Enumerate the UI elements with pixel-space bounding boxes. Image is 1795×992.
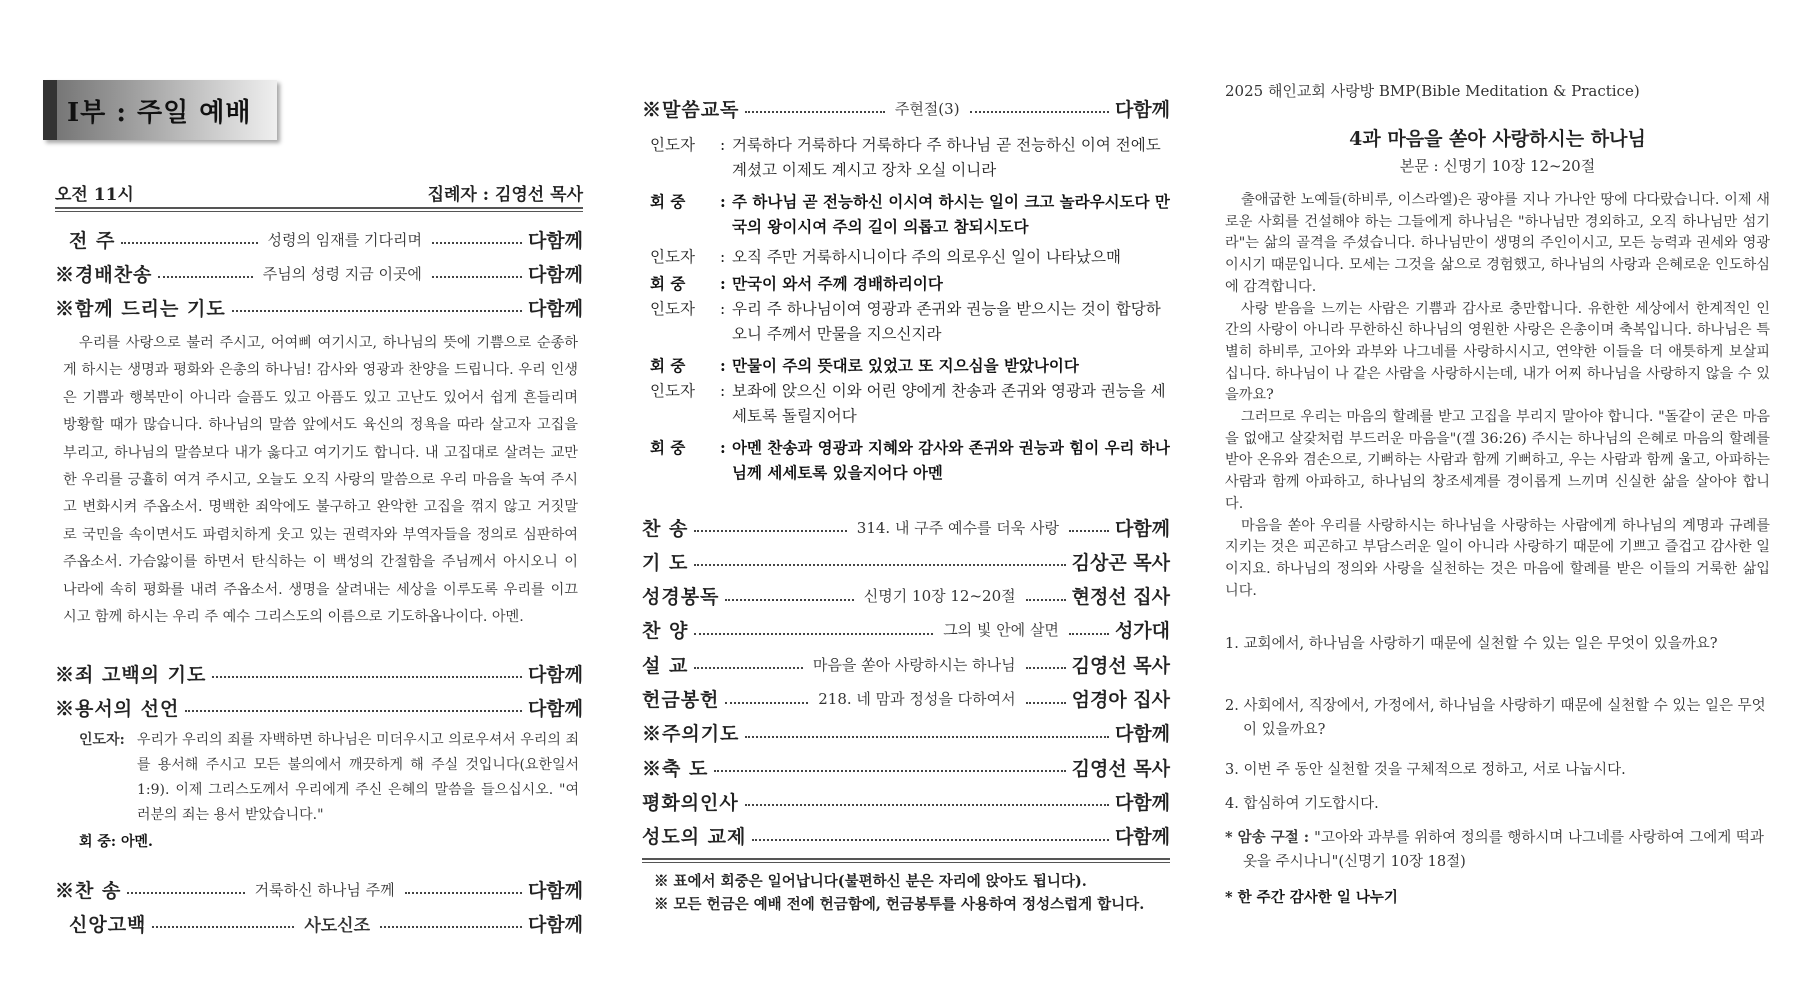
- responder-label: 인도자: [650, 382, 695, 400]
- order-row: [642, 786, 1170, 816]
- response-leader: [650, 379, 1170, 429]
- study-header: 2025 해인교회 사랑방 BMP(Bible Meditation & Practice): [1225, 82, 1640, 100]
- order-leader: 다함께: [1114, 826, 1170, 849]
- responder-label: 회 중: [650, 438, 686, 457]
- order-title: 성경봉독: [642, 586, 720, 609]
- order-row: [55, 692, 583, 722]
- separator: :: [720, 382, 726, 400]
- order-title: 헌금봉헌: [642, 689, 720, 711]
- order-detail: 성령의 임재를 기다리며: [267, 230, 422, 249]
- separator: :: [720, 248, 726, 266]
- order-row: [642, 684, 1170, 714]
- order-leader: 다함께: [527, 913, 583, 936]
- order-title: ※용서의 선언: [55, 697, 180, 720]
- order-leader: 다함께: [527, 663, 583, 686]
- order-title: ※주의기도: [642, 723, 740, 746]
- lesson-title: 4과 마음을 쏟아 사랑하시는 하나님: [1349, 128, 1646, 150]
- divider: [642, 858, 1170, 860]
- order-title: ※경배찬송: [55, 263, 153, 286]
- order-title: 설 교: [642, 654, 689, 677]
- order-leader: 다함께: [527, 263, 583, 286]
- declaration-leader: [79, 728, 579, 828]
- order-title: ※함께 드리는 기도: [55, 297, 226, 320]
- order-leader: 다함께: [527, 229, 583, 252]
- order-row: [642, 718, 1170, 748]
- divider: [642, 862, 1170, 863]
- separator: :: [720, 192, 726, 211]
- response-text: 만국이 와서 주께 경배하리이다: [732, 274, 943, 293]
- leader-text: 우리가 우리의 죄를 자백하면 하나님은 미더우시고 의로우셔서 우리의 죄를 용서해 주시고 모든 불의에서 깨끗하게 해 주실 것입니다(요한일서 1:9). 이제 그리스도께서 우리에게 주신 은혜의 말씀을 들으십시오. "여러분의 죄는 용서 받았습니다.": [137, 732, 579, 823]
- lesson-paragraph: 사랑 받음을 느끼는 사람은 기쁨과 감사로 충만합니다. 유한한 세상에서 한계적인 인간의 사랑이 아니라 무한하신 하나님의 영원한 사랑은 은총이며 축복입니다. 하나님은 특별히 하비루, 고아와 과부와 나그네를 사랑하시시고, 연약한 이들을 더 애틋하게 보살피십니다. 하나님이 나 같은 사람을 사랑하시는데, 내가 어찌 하나님을 사랑하지 않을 수 있을까요?: [1225, 300, 1770, 404]
- order-row: [55, 658, 583, 688]
- divider: [55, 207, 583, 209]
- order-row: [642, 512, 1170, 542]
- question-item: 4. 합심하여 기도합시다.: [1225, 796, 1379, 812]
- lesson-paragraph: 출애굽한 노예들(하비루, 이스라엘)은 광야를 지나 가나안 땅에 다다랐습니다. 이제 새로운 사회를 건설해야 하는 그들에게 하나님은 "하나님만 경외하고, 오직 하나님만 섬기라"는 삶의 골격을 주셨습니다. 하나님만이 생명의 주인이시고, 모든 능력과 권세와 영광이시기 때문입니다. 모세는 그것을 삶으로 경험했고, 하나님의 사랑과 은혜로운 인도하심에 감격합니다.: [1225, 192, 1770, 295]
- order-row: [642, 546, 1170, 576]
- order-leader: 김상곤 목사: [1071, 551, 1170, 574]
- order-detail: 거룩하신 하나님 주께: [254, 880, 395, 899]
- order-detail: 주현절(3): [894, 99, 960, 118]
- order-title: ※찬 송: [55, 879, 122, 902]
- response-people: [650, 189, 1170, 239]
- memory-verse: [1225, 826, 1770, 874]
- people-text: 아멘.: [120, 834, 153, 850]
- order-leader: 다함께: [527, 697, 583, 720]
- share-prompt: * 한 주간 감사한 일 나누기: [1225, 889, 1398, 906]
- question-item: 1. 교회에서, 하나님을 사랑하기 때문에 실천할 수 있는 일은 무엇이 있을까요?: [1225, 636, 1718, 652]
- lesson-scripture: 본문 : 신명기 10장 12~20절: [1399, 157, 1596, 175]
- response-text: 우리 주 하나님이여 영광과 존귀와 권능을 받으시는 것이 합당하오니 주께서 만물을 지으신지라: [732, 300, 1161, 343]
- order-leader: 다함께: [1114, 723, 1170, 746]
- order-leader: 성가대: [1114, 620, 1170, 643]
- people-label: 회 중:: [79, 834, 117, 850]
- order-row: [55, 874, 583, 904]
- order-title: 성도의 교제: [642, 826, 747, 849]
- order-row: [55, 908, 583, 938]
- response-people: [650, 435, 1170, 485]
- lesson-paragraph: 그러므로 우리는 마음의 할례를 받고 고집을 부리지 말아야 합니다. "돌같이 굳은 마음을 없애고 살갗처럼 부드러운 마음을"(겔 36:26) 주시는 하나님의 은혜로 마음의 할례를 받아 온유와 겸손으로, 기뻐하는 사람과 함께 기뻐하고, 우는 사람과 함께 울고, 아파하는 사람과 함께 아파하고, 하나님의 창조세계를 경이롭게 느끼며 신실한 삶을 살아야 합니다.: [1225, 409, 1770, 512]
- response-people: [650, 271, 1170, 296]
- order-title: ※죄 고백의 기도: [55, 663, 207, 686]
- separator: :: [720, 356, 726, 375]
- order-leader: 김영선 목사: [1071, 757, 1170, 780]
- order-leader: 다함께: [1114, 791, 1170, 814]
- responder-label: 회 중: [650, 274, 686, 293]
- order-leader: 다함께: [1114, 517, 1170, 540]
- order-leader: 다함께: [527, 879, 583, 902]
- order-row-reading: [642, 93, 1170, 123]
- separator: :: [720, 136, 726, 154]
- responder-label: 회 중: [650, 192, 686, 211]
- order-leader: 김영선 목사: [1071, 654, 1170, 677]
- order-detail: 그의 빛 안에 살면: [943, 621, 1059, 640]
- order-title: ※말씀교독: [642, 98, 740, 121]
- response-text: 주 하나님 곧 전능하신 이시여 하시는 일이 크고 놀라우시도다 만국의 왕이시여 주의 길이 의롭고 참되시도다: [732, 192, 1170, 236]
- note: ※ 모든 헌금은 예배 전에 헌금함에, 헌금봉투를 사용하여 정성스럽게 합니다.: [654, 896, 1145, 913]
- responder-label: 인도자: [650, 300, 695, 318]
- part-title-badge: [43, 80, 277, 140]
- order-detail: 마음을 쏟아 사랑하시는 하나님: [812, 655, 1016, 674]
- order-title: 기 도: [642, 551, 689, 574]
- bible-study-section: [1225, 0, 1770, 992]
- order-of-worship-part1: [55, 0, 585, 992]
- order-row: [55, 258, 583, 288]
- order-row: [642, 581, 1170, 611]
- order-title: 찬 송: [642, 517, 689, 540]
- response-leader: [650, 297, 1170, 347]
- order-row: [55, 292, 583, 322]
- order-detail: 314. 내 구주 예수를 더욱 사랑: [856, 518, 1059, 537]
- response-leader: [650, 245, 1170, 270]
- separator: :: [720, 274, 726, 293]
- order-title: 찬 양: [642, 620, 689, 643]
- order-leader: 현정선 집사: [1071, 586, 1170, 609]
- order-row: [642, 649, 1170, 679]
- separator: :: [720, 438, 726, 457]
- order-leader: 다함께: [1114, 98, 1171, 121]
- order-title: 전 주: [69, 229, 116, 252]
- service-time: 오전 11시: [55, 185, 134, 205]
- order-row: [55, 224, 583, 254]
- responder-label: 회 중: [650, 356, 686, 375]
- response-text: 아멘 찬송과 영광과 지혜와 감사와 존귀와 권능과 힘이 우리 하나님께 세세토록 있을지어다 아멘: [732, 438, 1170, 482]
- note: ※ 표에서 회중은 일어납니다(불편하신 분은 자리에 앉아도 됩니다).: [654, 873, 1087, 890]
- response-text: 만물이 주의 뜻대로 있었고 또 지으심을 받았나이다: [732, 356, 1079, 375]
- order-detail: 사도신조: [304, 915, 371, 936]
- lesson-paragraph: 마음을 쏟아 우리를 사랑하시는 하나님을 사랑하는 사람에게 하나님의 계명과 규례를 지키는 것은 피곤하고 부담스러운 일이 아니라 사랑하기 때문에 기쁘고 즐겁고 감사한 일이지요. 하나님의 정의와 사랑을 실천하는 것은 마음에 할례를 받은 이들의 거룩한 삶입니다.: [1225, 517, 1770, 599]
- memory-text: "고아와 과부를 위하여 정의를 행하시며 나그네를 사랑하여 그에게 떡과 옷을 주시나니"(신명기 10장 18절): [1243, 830, 1764, 870]
- order-row: [642, 752, 1170, 782]
- declaration-people: [79, 830, 579, 855]
- response-text: 오직 주만 거룩하시니이다 주의 의로우신 일이 나타났으매: [732, 248, 1121, 266]
- order-detail: 218. 네 맘과 정성을 다하여서: [818, 690, 1016, 708]
- response-people: [650, 353, 1170, 378]
- question-item: 3. 이번 주 동안 실천할 것을 구체적으로 정하고, 서로 나눕시다.: [1225, 762, 1626, 778]
- separator: :: [720, 300, 726, 318]
- order-detail: 신명기 10장 12~20절: [863, 587, 1016, 606]
- order-leader: 엄경아 집사: [1071, 689, 1170, 711]
- leader-label: 인도자:: [79, 732, 125, 748]
- prayer-text: 우리를 사랑으로 불러 주시고, 어여삐 여기시고, 하나님의 뜻에 기쁨으로 순종하게 하시는 생명과 평화와 은총의 하나님! 감사와 영광과 찬양을 드립니다. 우리 인생은 기쁨과 행복만이 아니라 슬픔도 있고 아픔도 있고 고난도 있어서 쉽게 흔들리며 방황할 때가 많습니다. 하나님의 말씀 앞에서도 육신의 정욕을 따라 살고자 고집을 부리고, 하나님의 말씀보다 내가 옳다고 여기기도 합니다. 내 고집대로 살려는 교만한 우리를 긍휼히 여겨 주시고, 오늘도 오직 사랑의 말씀으로 우리 마음을 녹여 주시고 변화시켜 주옵소서. 명백한 죄악에도 불구하고 완악한 고집을 꺾지 않고 거짓말로 국민을 속이면서도 파렴치하게 웃고 있는 권력자와 부역자들을 정의로 심판하여 주옵소서. 가슴앓이를 하면서 탄식하는 이 백성의 간절함을 주님께서 아시오니 이 나라에 속히 평화를 내려 주옵소서. 생명을 살려내는 세상을 이루도록 우리를 이끄시고 함께 하시는 우리 주 예수 그리스도의 이름으로 기도하옵나이다. 아멘.: [63, 335, 578, 626]
- order-title: 신앙고백: [69, 913, 147, 936]
- response-text: 거룩하다 거룩하다 거룩하다 주 하나님 곧 전능하신 이여 전에도 계셨고 이제도 계시고 장차 오실 이니라: [732, 136, 1161, 179]
- responder-label: 인도자: [650, 248, 695, 266]
- question-item: 2. 사회에서, 직장에서, 가정에서, 하나님을 사랑하기 때문에 실천할 수 있는 일은 무엇이 있을까요?: [1225, 698, 1766, 738]
- part-title: I부 : 주일 예배: [67, 98, 252, 128]
- presider: 집례자 : 김영선 목사: [427, 185, 583, 205]
- memory-label: * 암송 구절 :: [1225, 829, 1315, 846]
- order-leader: 다함께: [527, 297, 583, 320]
- divider: [55, 211, 583, 212]
- order-title: ※축 도: [642, 757, 709, 780]
- order-row: [642, 821, 1170, 851]
- response-leader: [650, 133, 1170, 183]
- order-row: [642, 615, 1170, 645]
- lesson-body: [1225, 190, 1770, 602]
- response-text: 보좌에 앉으신 이와 어린 양에게 찬송과 존귀와 영광과 권능을 세세토록 돌릴지어다: [732, 382, 1166, 425]
- order-title: 평화의인사: [642, 791, 739, 814]
- responder-label: 인도자: [650, 136, 695, 154]
- order-of-worship-part2: [642, 0, 1172, 992]
- order-detail: 주님의 성령 지금 이곳에: [262, 264, 422, 283]
